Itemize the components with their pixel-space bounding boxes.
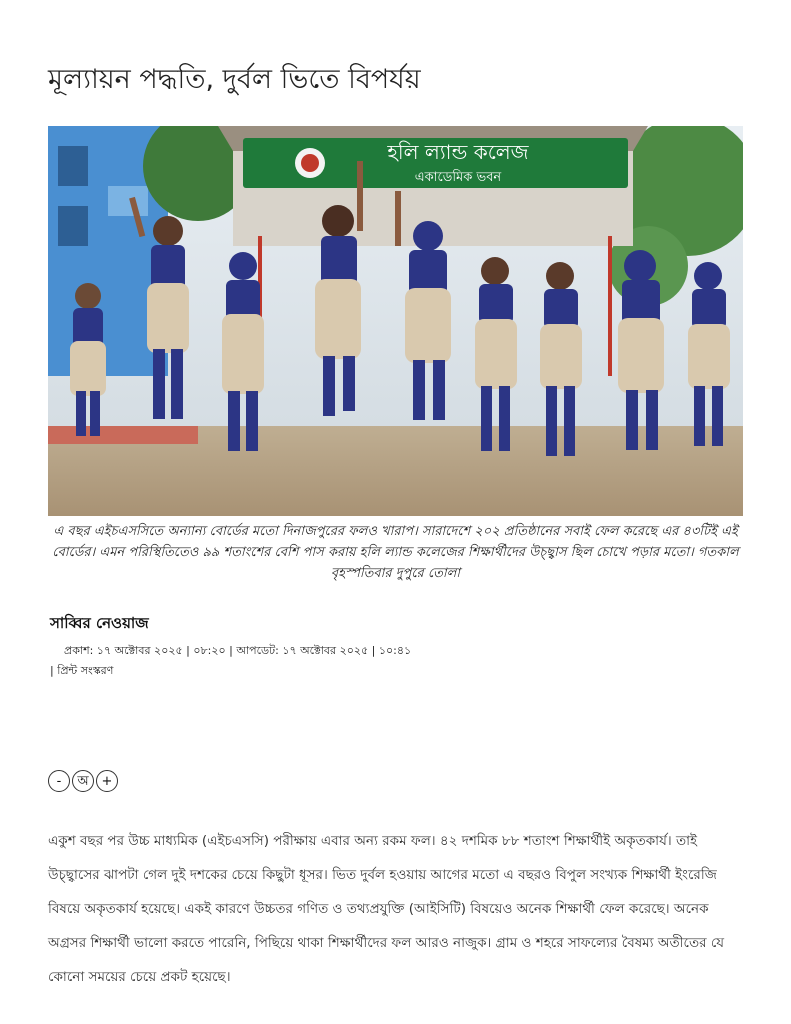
article-photo <box>48 126 743 516</box>
sign-subtitle: একাডেমিক ভবন <box>414 170 502 185</box>
sign-title: হলি ল্যান্ড কলেজ <box>387 140 529 164</box>
font-increase-button[interactable]: + <box>96 770 118 792</box>
article-headline: মূল্যায়ন পদ্ধতি, দুর্বল ভিতে বিপর্যয় <box>48 64 421 95</box>
font-reset-button[interactable]: অ <box>72 770 94 792</box>
font-decrease-button[interactable]: - <box>48 770 70 792</box>
article-body: একুশ বছর পর উচ্চ মাধ্যমিক (এইচএসসি) পরীক্ষায় এবার অন্য রকম ফল। ৪২ দশমিক ৮৮ শতাংশ শিক্ষার্থীই অকৃতকার্য। তাই উচ্ছ্বাসের ঝাপটা গেল দুই দশকের চেয়ে কিছুটা ধূসর। ভিত দুর্বল হওয়ায় আগের মতো এ বছরও বিপুল সংখ্যক শিক্ষার্থী ইংরেজি বিষয়ে অকৃতকার্য হয়েছে। একই কারণে উচ্চতর গণিত ও তথ্যপ্রযুক্তি (আইসিটি) বিষয়েও অনেক শিক্ষার্থী ফেল করেছে। অনেক অগ্রসর শিক্ষার্থী ভালো করতে পারেনি, পিছিয়ে থাকা শিক্ষার্থীদের ফল আরও নাজুক। গ্রাম ও শহরে সাফল্যের বৈষম্য অতীতের যে কোনো সময়ের চেয়ে প্রকট হয়েছে। <box>48 833 725 985</box>
publish-dateline: প্রকাশ: ১৭ অক্টোবর ২০২৫ | ০৮:২০ | আপডেট: ১৭ অক্টোবর ২০২৫ | ১০:৪১ <box>64 644 412 657</box>
photo-caption: এ বছর এইচএসসিতে অন্যান্য বোর্ডের মতো দিনাজপুরের ফলও খারাপ। সারাদেশে ২০২ প্রতিষ্ঠানের সবাই ফেল করেছে এর ৪৩টিই এই বোর্ডের। এমন পরিস্থিতিতেও ৯৯ শতাংশের বেশি পাস করায় হলি ল্যান্ড কলেজের শিক্ষার্থীদের উচ্ছ্বাস ছিল চোখে পড়ার মতো। গতকাল বৃহস্পতিবার দুপুরে তোলা <box>52 524 739 581</box>
print-edition-link[interactable]: | প্রিন্ট সংস্করণ <box>50 664 114 677</box>
author-name[interactable]: সাব্বির নেওয়াজ <box>50 614 149 632</box>
font-size-controls <box>48 770 118 792</box>
